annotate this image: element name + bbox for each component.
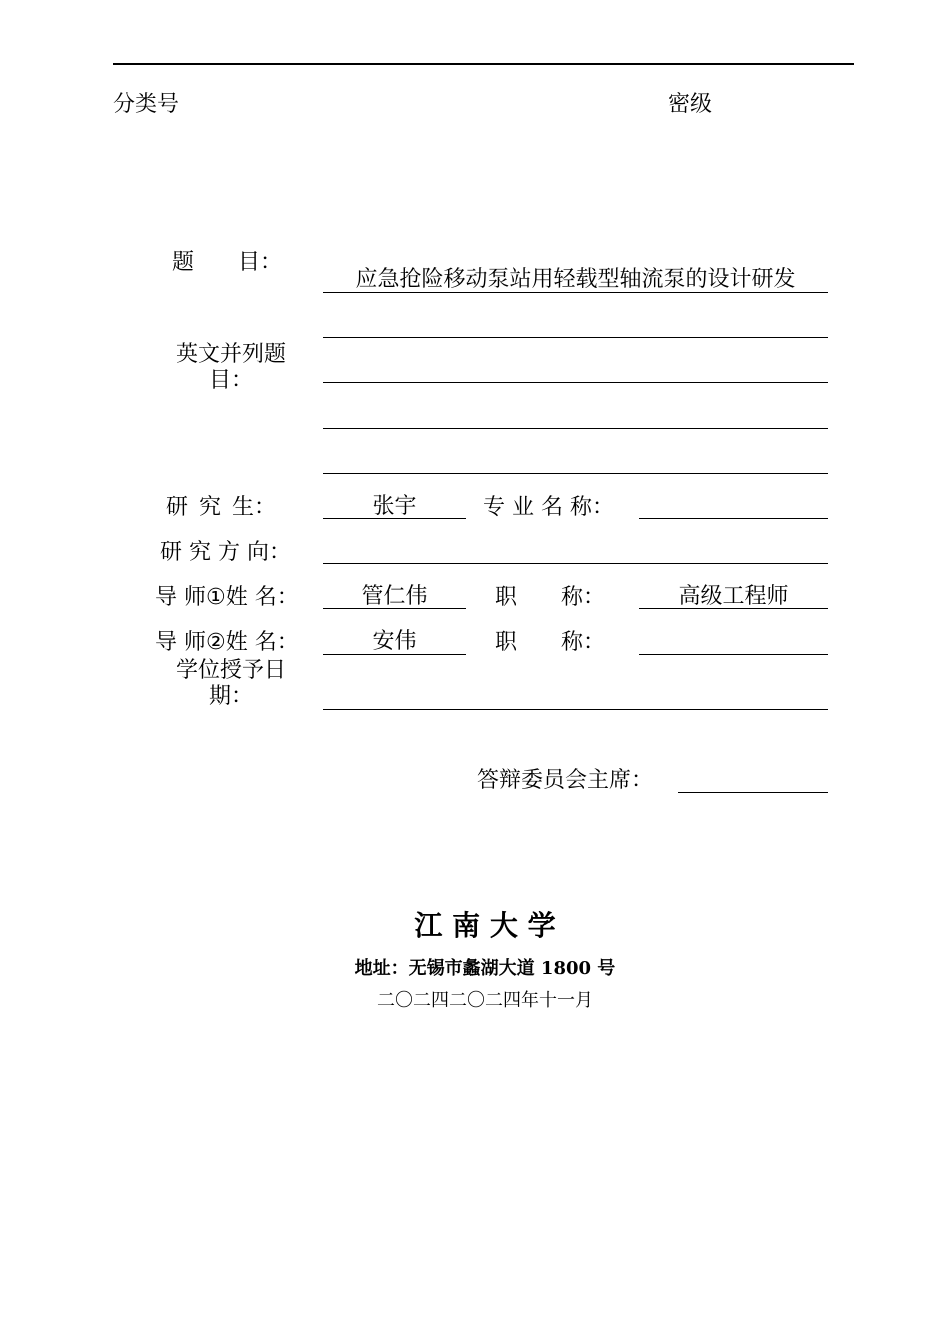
advisor2-label: 导 师②姓 名： xyxy=(155,630,299,655)
major-underline xyxy=(639,518,828,519)
top-rule xyxy=(113,63,854,65)
major-label: 专 业 名 称： xyxy=(483,495,614,520)
university-name: 江 南 大 学 xyxy=(414,909,556,942)
committee-chair-underline xyxy=(678,792,828,793)
degree-date-underline xyxy=(323,709,828,710)
title-label: 题 目： xyxy=(172,250,283,275)
english-title-line-1[interactable] xyxy=(323,337,828,338)
advisor2-value[interactable]: 安伟 xyxy=(372,629,417,654)
date-line: 二〇二四二〇二四年十一月 xyxy=(377,990,593,1011)
address-line: 地址：无锡市蠡湖大道 1800 号 xyxy=(354,958,616,979)
degree-date-label xyxy=(172,658,290,710)
advisor1-underline xyxy=(323,608,466,609)
student-label: 研 究 生： xyxy=(166,495,277,520)
secret-level-label: 密级 xyxy=(668,92,713,117)
advisor1-title-underline xyxy=(639,608,828,609)
english-title-label-line1: 英文并列题 xyxy=(175,342,286,367)
advisor1-title-value[interactable]: 高级工程师 xyxy=(678,584,789,609)
committee-chair-label: 答辩委员会主席： xyxy=(477,768,654,793)
title-underline xyxy=(323,292,828,293)
student-underline xyxy=(323,518,466,519)
english-title-line-2[interactable] xyxy=(323,382,828,383)
advisor2-title-label: 职 称： xyxy=(495,630,606,655)
english-title-line-3[interactable] xyxy=(323,428,828,429)
english-title-line-4[interactable] xyxy=(323,473,828,474)
advisor1-label: 导 师①姓 名： xyxy=(155,585,299,610)
degree-date-label-line2: 期： xyxy=(208,684,253,709)
english-title-label-line2: 目： xyxy=(208,368,253,393)
research-direction-label: 研 究 方 向： xyxy=(160,540,291,565)
research-direction-underline xyxy=(323,563,828,564)
advisor1-title-label: 职 称： xyxy=(495,585,606,610)
title-value[interactable]: 应急抢险移动泵站用轻载型轴流泵的设计研发 xyxy=(355,267,796,292)
advisor2-title-underline xyxy=(639,654,828,655)
classification-label: 分类号 xyxy=(113,92,180,117)
student-value[interactable]: 张宇 xyxy=(372,494,417,519)
advisor1-value[interactable]: 管仁伟 xyxy=(361,584,428,609)
english-title-label xyxy=(172,342,290,394)
advisor2-underline xyxy=(323,654,466,655)
degree-date-label-line1: 学位授予日 xyxy=(175,658,286,683)
